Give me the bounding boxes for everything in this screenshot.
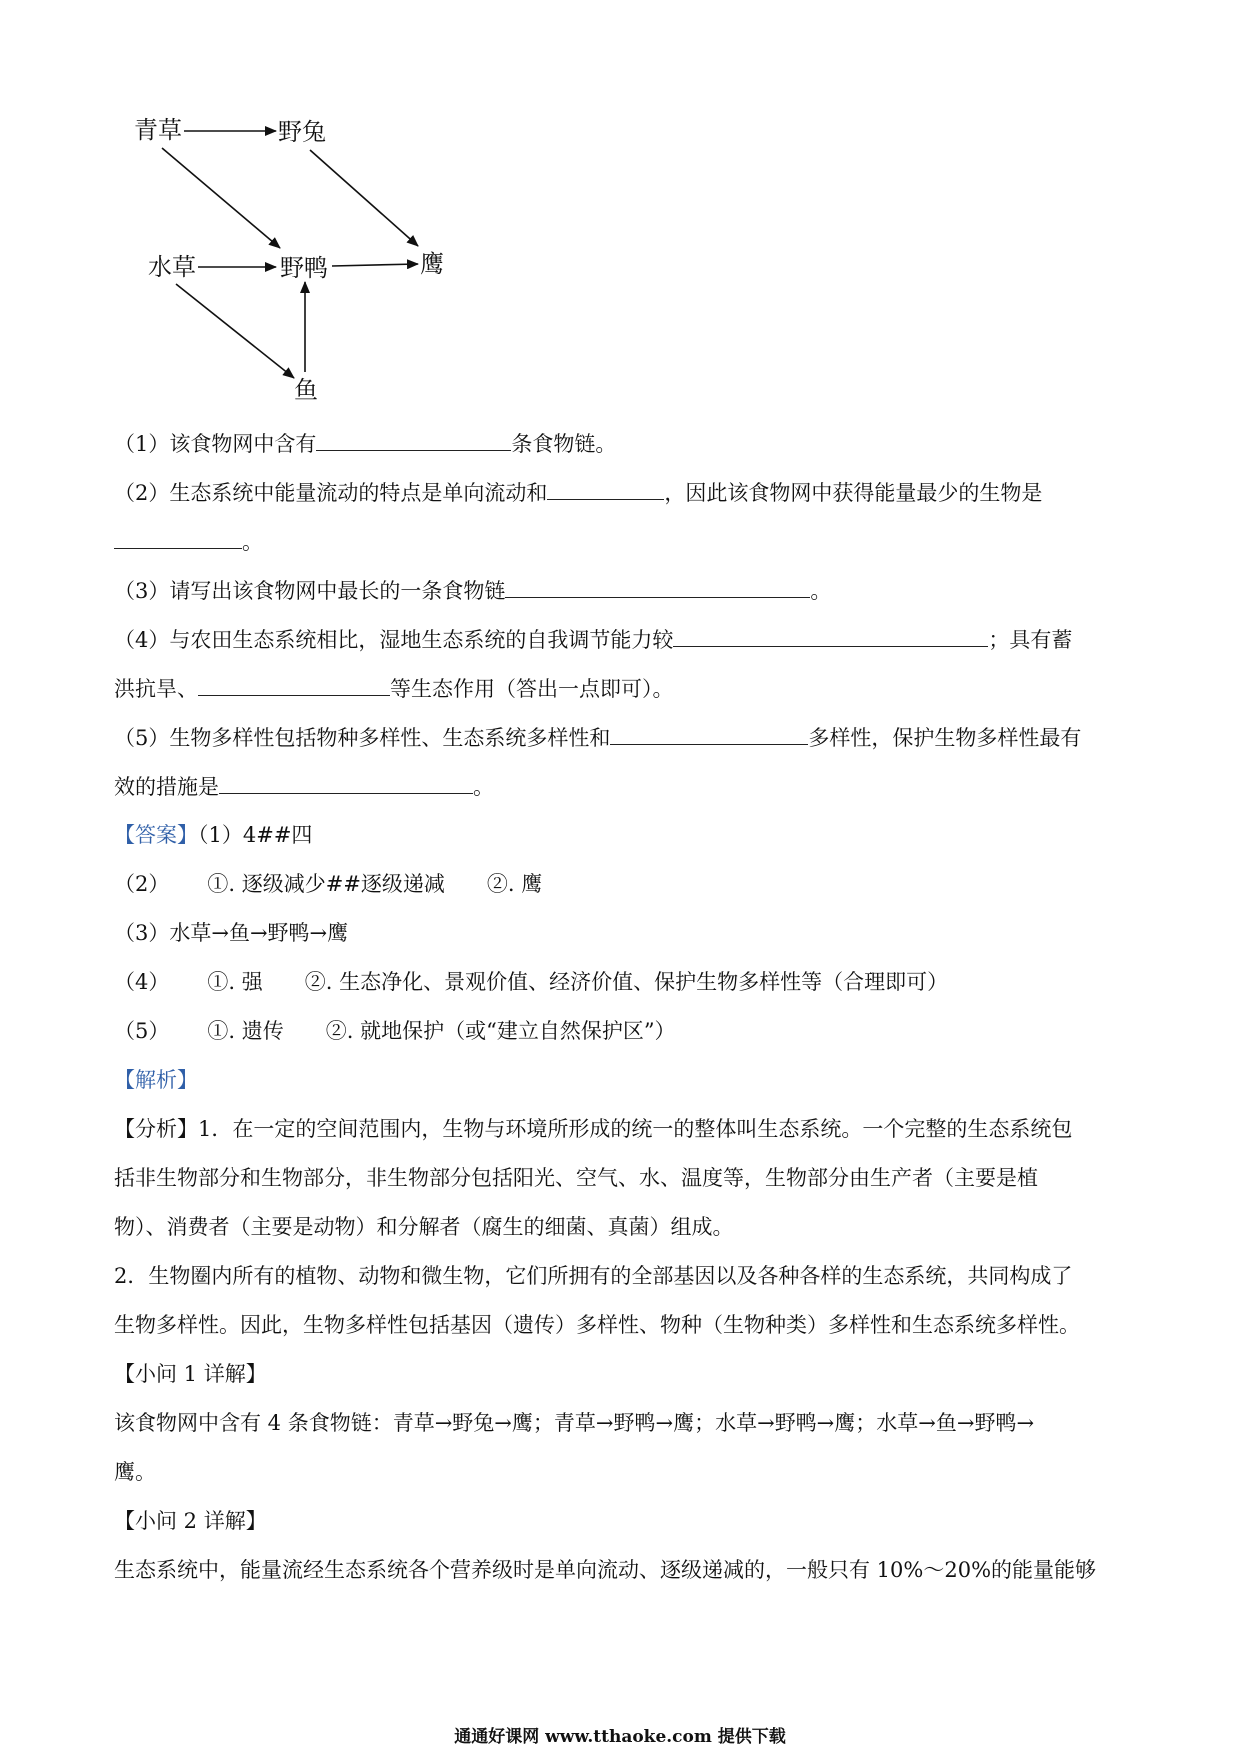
question-1 (114, 428, 616, 459)
q5-text-line2: 效的措施是 (114, 775, 219, 799)
food-web-diagram (118, 100, 478, 420)
answer-2-part2: ②. 鹰 (486, 872, 543, 896)
question-4 (114, 624, 1072, 655)
answer-1-text: （1）4##四 (198, 823, 313, 847)
analysis-paragraph-1-line3: 物）、消费者（主要是动物）和分解者（腐生的细菌、真菌）组成。 (114, 1215, 734, 1239)
subquestion-1-title: 【小问 1 详解】 (114, 1362, 267, 1386)
answer-2-part1: ①. 逐级减少##逐级递减 (207, 872, 445, 896)
subquestion-1-line2: 鹰。 (114, 1460, 156, 1484)
node-yu: 鱼 (294, 376, 318, 404)
q1-text: （1）该食物网中含有 (114, 432, 317, 456)
answer-blank (547, 477, 664, 500)
analysis-paragraph-2-line1: 2．生物圈内所有的植物、动物和微生物，它们所拥有的全部基因以及各种各样的生态系统，共同构成了 (114, 1264, 1073, 1288)
node-qingcao: 青草 (134, 116, 182, 144)
answer-5-part1: ①. 遗传 (207, 1019, 284, 1043)
answer-blank (114, 526, 242, 549)
q5-text: （5）生物多样性包括物种多样性、生态系统多样性和 (114, 726, 611, 750)
answer-4-num: （4） (114, 970, 170, 994)
node-ying: 鹰 (420, 250, 444, 278)
question-4-line2 (114, 673, 674, 704)
answer-blank (219, 771, 473, 794)
answer-4-part2: ②. 生态净化、景观价值、经济价值、保护生物多样性等（合理即可） (304, 970, 949, 994)
answer-label: 【答案】 (114, 823, 198, 847)
analysis-label: 【解析】 (114, 1068, 198, 1092)
q4-text-end: 等生态作用（答出一点即可）。 (390, 677, 674, 701)
question-3 (114, 575, 831, 606)
answer-2 (114, 869, 542, 899)
question-5 (114, 722, 1081, 753)
answer-blank (610, 722, 808, 745)
q5-text-end: 。 (473, 775, 494, 799)
q1-text-end: 条食物链。 (511, 432, 617, 456)
answer-blank (316, 428, 511, 451)
q3-text: （3）请写出该食物网中最长的一条食物链 (114, 579, 506, 603)
answer-3 (114, 918, 348, 948)
q5-text-mid: 多样性，保护生物多样性最有 (808, 726, 1082, 750)
analysis-paragraph-1-line1: 【分析】1．在一定的空间范围内，生物与环境所形成的统一的整体叫生态系统。一个完整的生态系统包 (114, 1117, 1073, 1141)
answer-4 (114, 967, 948, 997)
answer-5 (114, 1016, 676, 1046)
arrow-shuicao-yu (176, 284, 294, 378)
q2-text: （2）生态系统中能量流动的特点是单向流动和 (114, 481, 548, 505)
question-5-line2 (114, 771, 494, 802)
answer-blank (673, 624, 988, 647)
arrow-qingcao-yeya (162, 148, 280, 248)
q2-text-end: 。 (242, 530, 263, 554)
q3-text-end: 。 (810, 579, 832, 603)
answer-5-num: （5） (114, 1019, 170, 1043)
question-2-line2 (114, 526, 263, 557)
q4-text-line2: 洪抗旱、 (114, 677, 198, 701)
answer-1 (114, 820, 312, 850)
node-yeya: 野鸭 (280, 254, 328, 282)
answer-3-text: （3）水草→鱼→野鸭→鹰 (114, 921, 349, 945)
q2-text-mid: ，因此该食物网中获得能量最少的生物是 (664, 481, 1043, 505)
answer-4-part1: ①. 强 (207, 970, 263, 994)
node-yetu: 野兔 (278, 118, 326, 146)
answer-blank (505, 575, 810, 598)
answer-2-num: （2） (114, 872, 170, 896)
node-shuicao: 水草 (148, 253, 196, 281)
arrow-yetu-ying (310, 150, 418, 246)
analysis-paragraph-1-line2: 括非生物部分和生物部分，非生物部分包括阳光、空气、水、温度等，生物部分由生产者（主要是植 (114, 1166, 1038, 1190)
subquestion-1-line1: 该食物网中含有 4 条食物链：青草→野兔→鹰；青草→野鸭→鹰；水草→野鸭→鹰；水草→鱼→野鸭→ (114, 1411, 1035, 1435)
footer-source: 通通好课网 www.tthaoke.com 提供下载 (454, 1727, 786, 1747)
subquestion-2-title: 【小问 2 详解】 (114, 1509, 267, 1533)
q4-text: （4）与农田生态系统相比，湿地生态系统的自我调节能力较 (114, 628, 674, 652)
analysis-paragraph-2-line2: 生物多样性。因此，生物多样性包括基因（遗传）多样性、物种（生物种类）多样性和生态系统多样性。 (114, 1313, 1080, 1337)
answer-blank (198, 673, 390, 696)
q4-text-mid: ；具有蓄 (988, 628, 1073, 652)
question-2 (114, 477, 1042, 508)
arrow-yeya-ying (332, 264, 418, 266)
subquestion-2-line1: 生态系统中，能量流经生态系统各个营养级时是单向流动、逐级递减的，一般只有 10%～20%的能量能够 (114, 1558, 1097, 1582)
answer-5-part2: ②. 就地保护（或“建立自然保护区”） (325, 1019, 676, 1043)
